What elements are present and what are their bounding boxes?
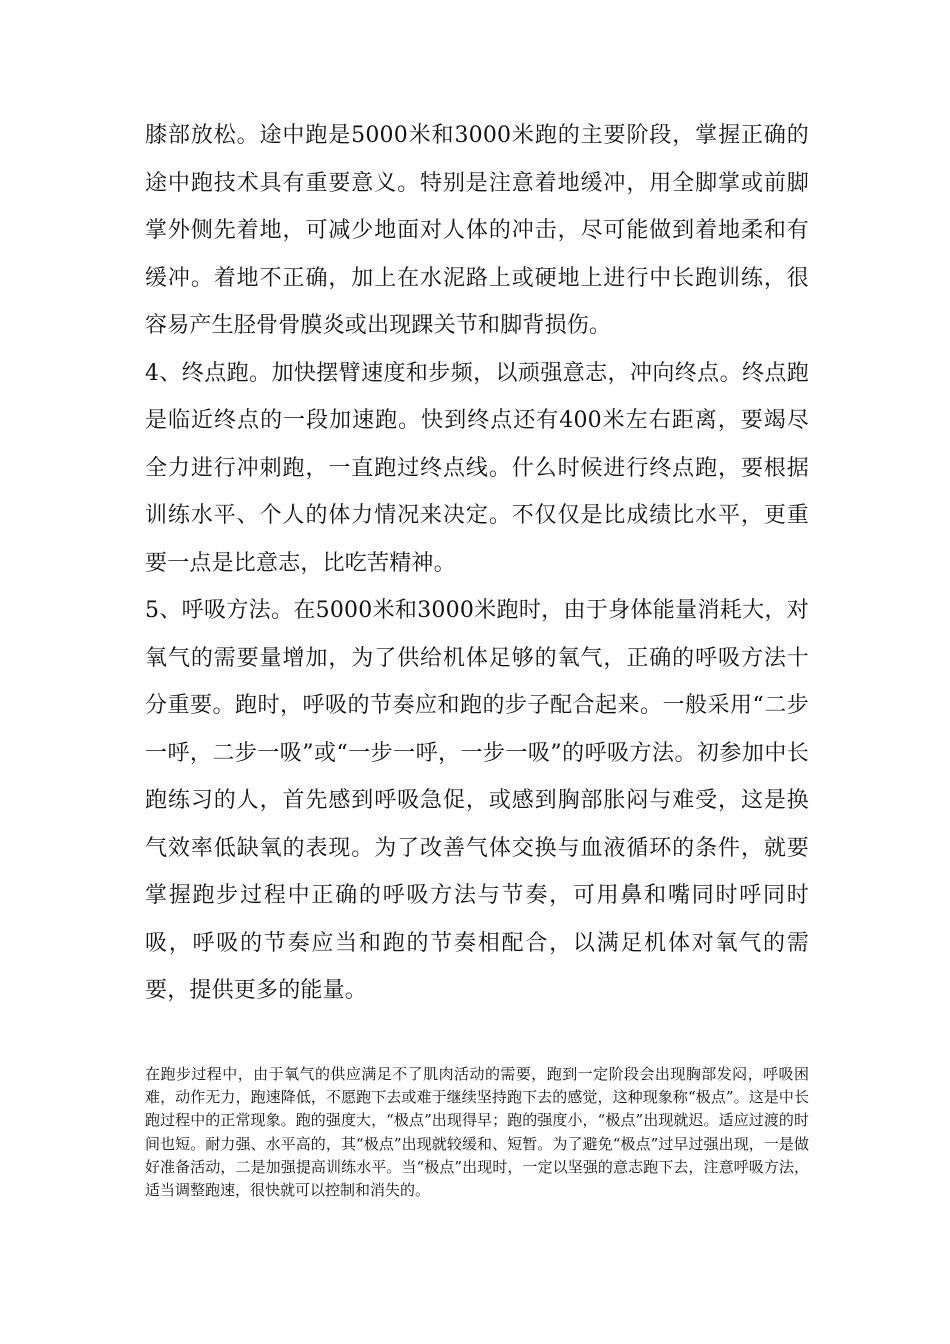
main-text-block — [145, 112, 809, 1015]
paragraph-dead-point: 在跑步过程中，由于氧气的供应满足不了肌肉活动的需要，跑到一定阶段会出现胸部发闷，呼吸困难，动作无力，跑速降低，不愿跑下去或难于继续坚持跑下去的感觉，这种现象称“极点”。这是中长跑过程中的正常现象。跑的强度大，“极点”出现得早；跑的强度小，“极点”出现就迟。适应过渡的时间也短。耐力强、水平高的，其“极点”出现就较缓和、短暂。为了避免“极点”过早过强出现，一是做好准备活动，二是加强提高训练水平。当“极点”出现时，一定以坚强的意志跑下去，注意呼吸方法，适当调整跑速，很快就可以控制和消失的。 — [145, 1065, 809, 1200]
paragraph-breathing-method: 5、呼吸方法。在5000米和3000米跑时，由于身体能量消耗大，对氧气的需要量增加，为了供给机体足够的氧气，正确的呼吸方法十分重要。跑时，呼吸的节奏应和跑的步子配合起来。一般采用“二步一呼，二步一吸”或“一步一呼，一步一吸”的呼吸方法。初参加中长跑练习的人，首先感到呼吸急促，或感到胸部胀闷与难受，这是换气效率低缺氧的表现。为了改善气体交换与血液循环的条件，就要掌握跑步过程中正确的呼吸方法与节奏，可用鼻和嘴同时呼同时吸，呼吸的节奏应当和跑的节奏相配合，以满足机体对氧气的需要，提供更多的能量。 — [145, 598, 809, 1003]
small-text-block — [145, 1063, 809, 1202]
paragraph-running-technique: 膝部放松。途中跑是5000米和3000米跑的主要阶段，掌握正确的途中跑技术具有重要意义。特别是注意着地缓冲，用全脚掌或前脚掌外侧先着地，可减少地面对人体的冲击，尽可能做到着地柔和有缓冲。着地不正确，加上在水泥路上或硬地上进行中长跑训练，很容易产生胫骨骨膜炎或出现踝关节和脚背损伤。 — [145, 123, 809, 338]
paragraph-finish-run: 4、终点跑。加快摆臂速度和步频，以顽强意志，冲向终点。终点跑是临近终点的一段加速跑。快到终点还有400米左右距离，要竭尽全力进行冲刺跑，一直跑过终点线。什么时候进行终点跑，要根据训练水平、个人的体力情况来决定。不仅仅是比成绩比水平，更重要一点是比意志，比吃苦精神。 — [145, 360, 809, 576]
